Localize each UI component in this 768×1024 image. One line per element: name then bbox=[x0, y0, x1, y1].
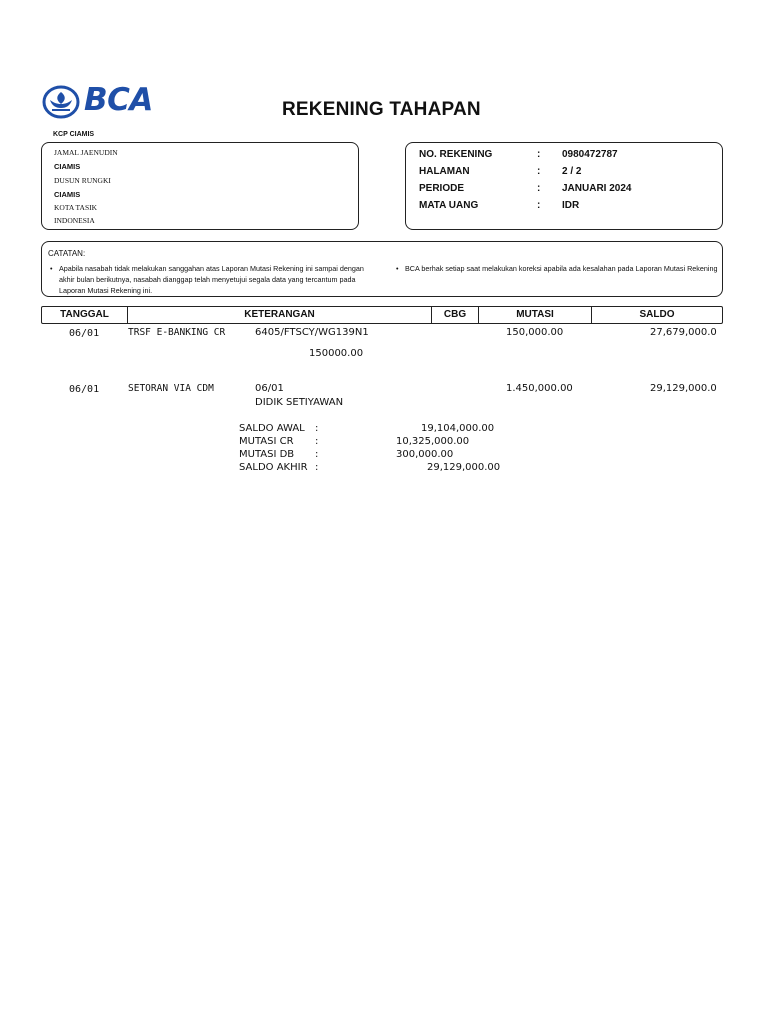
currency-label: MATA UANG bbox=[419, 200, 479, 211]
notes-box bbox=[41, 241, 723, 297]
page-label: HALAMAN bbox=[419, 166, 470, 177]
bca-logo-text: BCA bbox=[84, 82, 153, 118]
note-left-text: Apabila nasabah tidak melakukan sanggahan atas Laporan Mutasi Rekening ini sampai dengan akhir bulan berikutnya, nasabah dianggap telah menyetujui segala data yang tercantum pada Laporan Mutasi Rekening ini. bbox=[59, 264, 364, 295]
period-label: PERIODE bbox=[419, 183, 465, 194]
header-mutasi: MUTASI bbox=[516, 309, 554, 320]
summary-mutasi-cr-label: MUTASI CR bbox=[239, 436, 294, 447]
address-box bbox=[41, 142, 359, 230]
separator: : bbox=[537, 149, 541, 160]
account-info-box bbox=[405, 142, 723, 230]
separator: : bbox=[537, 200, 541, 211]
header-saldo: SALDO bbox=[639, 309, 675, 320]
row2-desc1: SETORAN VIA CDM bbox=[128, 383, 214, 394]
period-value: JANUARI 2024 bbox=[562, 183, 632, 194]
page-title: REKENING TAHAPAN bbox=[282, 99, 481, 120]
summary-saldo-akhir-label: SALDO AKHIR bbox=[239, 462, 308, 473]
table-header bbox=[41, 306, 723, 324]
page-value: 2 / 2 bbox=[562, 166, 582, 177]
summary-mutasi-db-value: 300,000.00 bbox=[396, 449, 454, 460]
address-line-city: CIAMIS bbox=[54, 162, 81, 171]
row1-mutasi: 150,000.00 bbox=[506, 327, 564, 338]
header-cbg: CBG bbox=[443, 309, 467, 320]
bullet: • bbox=[50, 264, 53, 273]
address-line-name: JAMAL JAENUDIN bbox=[54, 148, 118, 157]
separator: : bbox=[315, 436, 319, 447]
bullet: • bbox=[396, 264, 399, 273]
notes-title: CATATAN: bbox=[48, 249, 86, 258]
row2-desc2: 06/01 bbox=[255, 383, 284, 394]
note-right bbox=[396, 263, 723, 274]
account-number-label: NO. REKENING bbox=[419, 149, 493, 160]
summary-saldo-awal-label: SALDO AWAL bbox=[239, 423, 305, 434]
note-left bbox=[50, 263, 381, 296]
header-tanggal: TANGGAL bbox=[60, 309, 109, 320]
row1-saldo: 27,679,000.0 bbox=[650, 327, 717, 338]
address-line-city2: CIAMIS bbox=[54, 190, 81, 199]
row1-date: 06/01 bbox=[69, 328, 100, 339]
row1-desc1: TRSF E-BANKING CR bbox=[128, 327, 226, 338]
branch-name: KCP CIAMIS bbox=[53, 131, 95, 138]
row1-desc3: 150000.00 bbox=[309, 348, 364, 359]
separator: : bbox=[315, 423, 319, 434]
row2-desc3: DIDIK SETIYAWAN bbox=[255, 397, 344, 408]
row2-saldo: 29,129,000.0 bbox=[650, 383, 717, 394]
row2-date: 06/01 bbox=[69, 384, 100, 395]
currency-value: IDR bbox=[562, 200, 580, 211]
address-line-street: DUSUN RUNGKI bbox=[54, 176, 111, 185]
note-right-text: BCA berhak setiap saat melakukan koreksi apabila ada kesalahan pada Laporan Mutasi Rekening bbox=[405, 264, 718, 273]
separator: : bbox=[315, 449, 319, 460]
separator: : bbox=[537, 166, 541, 177]
row1-desc2: 6405/FTSCY/WG139N1 bbox=[255, 327, 369, 338]
address-line-country: INDONESIA bbox=[54, 216, 95, 225]
separator: : bbox=[537, 183, 541, 194]
separator: : bbox=[315, 462, 319, 473]
summary-mutasi-db-label: MUTASI DB bbox=[239, 449, 295, 460]
row2-mutasi: 1.450,000.00 bbox=[506, 383, 573, 394]
account-number-value: 0980472787 bbox=[562, 149, 618, 160]
summary-saldo-akhir-value: 29,129,000.00 bbox=[427, 462, 501, 473]
summary-saldo-awal-value: 19,104,000.00 bbox=[421, 423, 495, 434]
address-line-regency: KOTA TASIK bbox=[54, 203, 98, 212]
header-keterangan: KETERANGAN bbox=[244, 309, 315, 320]
summary-mutasi-cr-value: 10,325,000.00 bbox=[396, 436, 470, 447]
